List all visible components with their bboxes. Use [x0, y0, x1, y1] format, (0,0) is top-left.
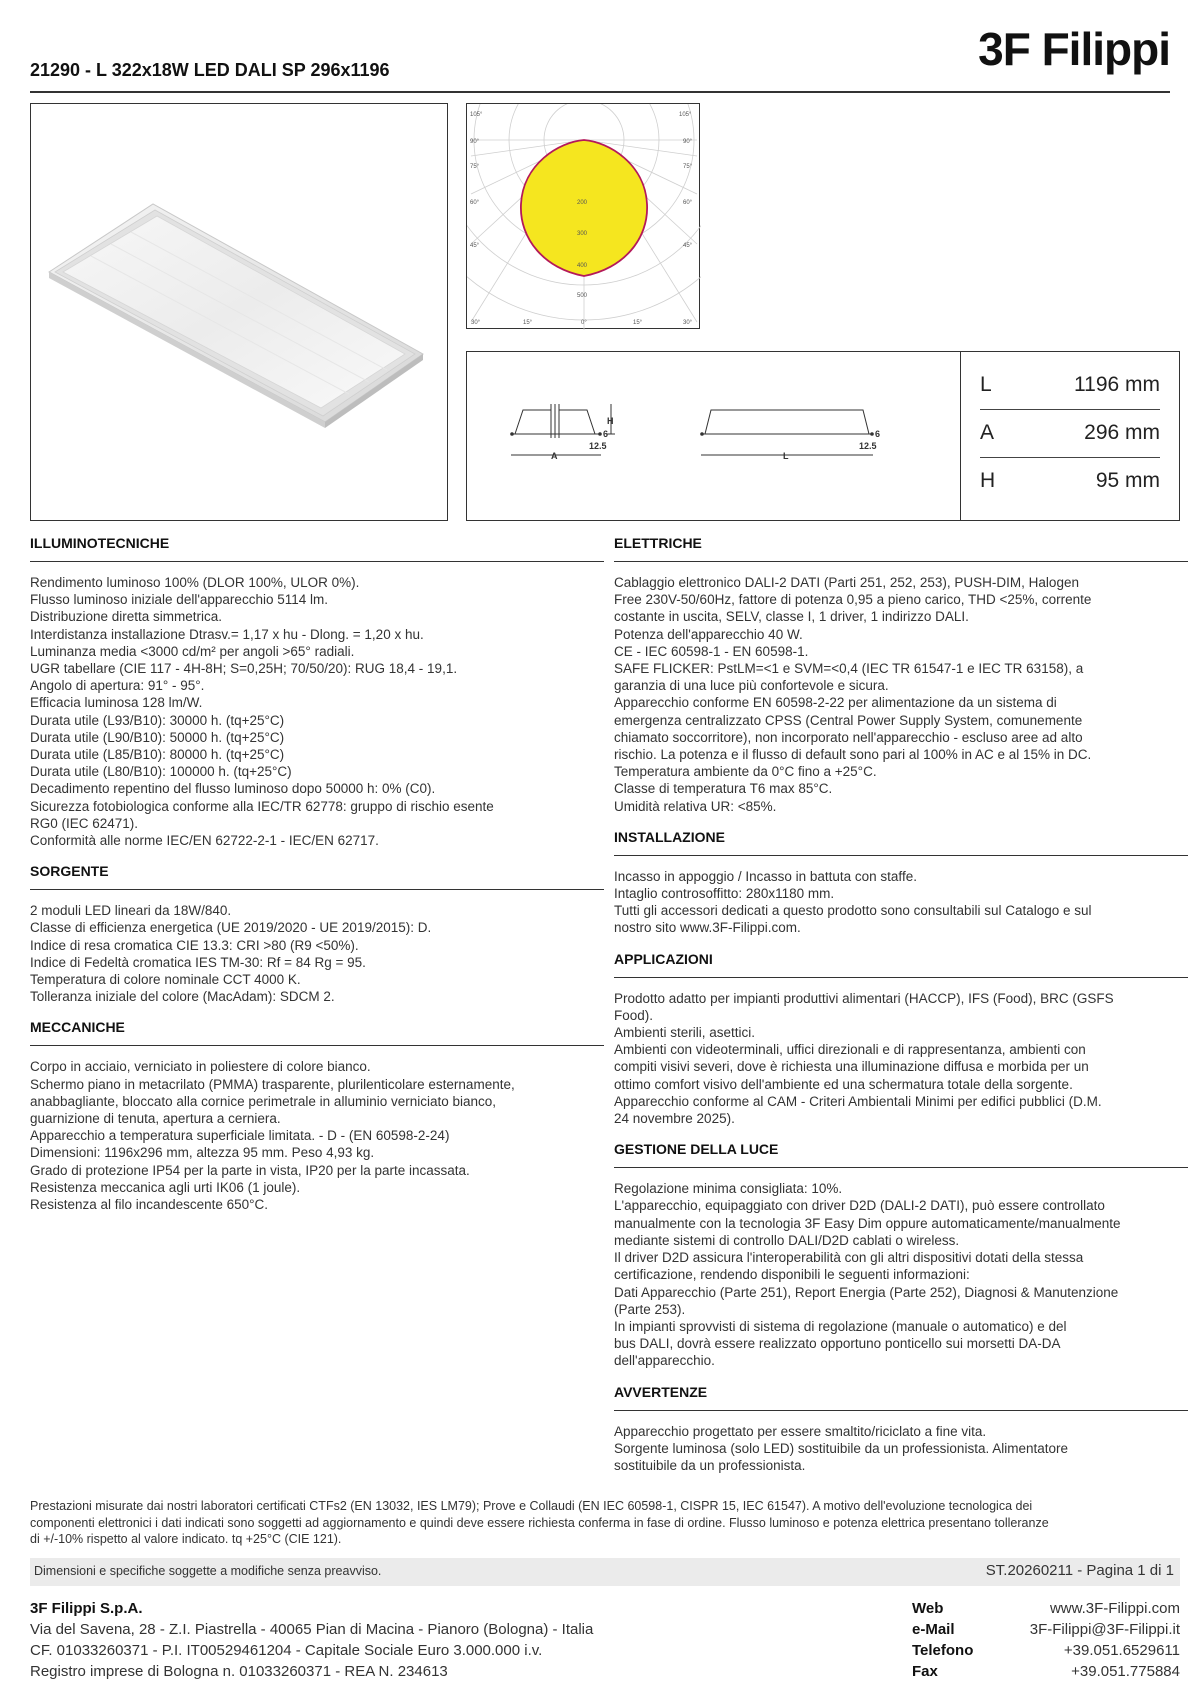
spec-line: In impianti sprovvisti di sistema di regolazione (manuale o automatico) e del: [614, 1318, 1067, 1334]
email-link[interactable]: 3F-Filippi@3F-Filippi.it: [1029, 1621, 1180, 1638]
polar-curve: [521, 140, 647, 276]
company-address: Via del Savena, 28 - Z.I. Piastrella - 40065 Pian di Macina - Pianoro (Bologna) - Italia: [30, 1621, 594, 1638]
section-body: [30, 902, 604, 1005]
section-heading: GESTIONE DELLA LUCE: [614, 1141, 779, 1158]
spec-line: Durata utile (L80/B10): 100000 h. (tq+25°C): [30, 764, 292, 780]
contact-row-email: [912, 1619, 1180, 1640]
spec-line: anabbagliante, bloccato alla cornice perimetrale in alluminio verniciato bianco,: [30, 1093, 497, 1109]
spec-line: Ambienti sterili, asettici.: [614, 1025, 756, 1041]
polar-radial-label: 400: [577, 263, 588, 269]
spec-line: dell'apparecchio.: [614, 1353, 715, 1369]
section-heading: AVVERTENZE: [614, 1383, 708, 1400]
spec-line: Durata utile (L90/B10): 50000 h. (tq+25°C): [30, 729, 285, 745]
footnote: [30, 1498, 1170, 1548]
polar-label-right: 60°: [683, 200, 693, 206]
dimension-value: 296 mm: [1084, 421, 1160, 444]
drawing-label-12-5: 12.5: [589, 441, 607, 451]
spec-line: Incasso in appoggio / Incasso in battuta con staffe.: [614, 868, 917, 884]
spec-line: Apparecchio conforme EN 60598-2-22 per alimentazione da un sistema di: [614, 695, 1057, 711]
polar-label-left: 75°: [470, 164, 480, 170]
company-name: 3F Filippi S.p.A.: [30, 1600, 143, 1617]
technical-drawing: [467, 352, 961, 522]
spec-line: Cablaggio elettronico DALI-2 DATI (Parti 251, 252, 253), PUSH-DIM, Halogen: [614, 575, 1079, 590]
spec-line: Regolazione minima consigliata: 10%.: [614, 1181, 843, 1197]
polar-label-right: 45°: [683, 243, 693, 249]
dimension-key: L: [980, 373, 992, 396]
spec-line: Il driver D2D assicura l'interoperabilità con gli altri dispositivi dotati della stessa: [614, 1250, 1084, 1266]
disclaimer-text: Dimensioni e specifiche soggette a modifiche senza preavviso.: [34, 1564, 382, 1578]
polar-label-105-left: 105°: [470, 112, 483, 118]
polar-label-left: 60°: [470, 200, 480, 206]
spec-line: certificazione, rendendo disponibili le seguenti informazioni:: [614, 1267, 970, 1283]
web-link[interactable]: www.3F-Filippi.com: [1049, 1600, 1180, 1617]
spec-line: Rendimento luminoso 100% (DLOR 100%, ULOR 0%).: [30, 575, 360, 590]
spec-line: RG0 (IEC 62471).: [30, 815, 139, 831]
product-image: [30, 103, 448, 521]
spec-line: Dati Apparecchio (Parte 251), Report Energia (Parte 252), Diagnosi & Manutenzione: [614, 1284, 1119, 1300]
polar-label-bottom: 30°: [683, 320, 693, 326]
drawing-label-l: L: [783, 451, 789, 461]
company-info: [30, 1598, 730, 1682]
section-heading: MECCANICHE: [30, 1019, 125, 1036]
left-column: [30, 535, 604, 1227]
spec-line: Interdistanza installazione Dtrasv.= 1,17 x hu - Dlong. = 1,20 x hu.: [30, 626, 424, 642]
spec-line: Indice di resa cromatica CIE 13.3: CRI >80 (R9 <50%).: [30, 937, 359, 953]
spec-line: CE - IEC 60598-1 - EN 60598-1.: [614, 643, 809, 659]
spec-line: (Parte 253).: [614, 1301, 686, 1317]
contact-row-phone: [912, 1640, 1180, 1661]
spec-line: compiti visivi severi, dove è richiesta una illuminazione diffusa e morbida per un: [614, 1059, 1089, 1075]
section-divider: [614, 855, 1188, 856]
polar-chart: [467, 104, 701, 330]
section-divider: [614, 1167, 1188, 1168]
disclaimer-bar: [30, 1558, 1180, 1586]
spec-line: Durata utile (L85/B10): 80000 h. (tq+25°C): [30, 747, 285, 763]
spec-line: Food).: [614, 1007, 654, 1023]
contact-key: Telefono: [912, 1642, 974, 1659]
spec-line: Efficacia luminosa 128 lm/W.: [30, 695, 203, 711]
spec-line: Prodotto adatto per impianti produttivi alimentari (HACCP), IFS (Food), BRC (GSFS: [614, 990, 1114, 1006]
drawing-label-a: A: [551, 451, 558, 461]
spec-line: L'apparecchio, equipaggiato con driver D2D (DALI-2 DATI), può essere controllato: [614, 1198, 1105, 1214]
polar-radial-label: 200: [577, 200, 588, 206]
spec-line: Dimensioni: 1196x296 mm, altezza 95 mm. Peso 4,93 kg.: [30, 1145, 375, 1161]
spec-line: SAFE FLICKER: PstLM=<1 e SVM=<0,4 (IEC TR 61547-1 e IEC TR 63158), a: [614, 661, 1084, 677]
dimension-key: A: [980, 421, 995, 444]
spec-line: emergenza centralizzato CPSS (Central Power Supply System, comunemente: [614, 712, 1083, 728]
spec-line: 24 novembre 2025).: [614, 1111, 735, 1127]
contact-key: Fax: [912, 1663, 938, 1680]
spec-line: nostro sito www.3F-Filippi.com.: [614, 920, 801, 936]
spec-line: Ambienti con videoterminali, uffici direzionali e di rappresentanza, ambienti con: [614, 1042, 1086, 1058]
polar-label-bottom: 15°: [523, 320, 533, 326]
polar-radial-label: 500: [577, 293, 588, 299]
company-registry: Registro imprese di Bologna n. 01033260371 - REA N. 234613: [30, 1663, 448, 1680]
dimension-separator: [980, 409, 1160, 410]
spec-line: Tolleranza iniziale del colore (MacAdam): SDCM 2.: [30, 989, 335, 1005]
footnote-line: di +/-10% rispetto al valore indicato. tq +25°C (CIE 121).: [30, 1532, 342, 1546]
spec-line: bus DALI, dovrà essere realizzato opportuno ponticello sui morsetti DA-DA: [614, 1336, 1061, 1352]
section-body: [30, 574, 604, 849]
contact-key: Web: [912, 1600, 944, 1617]
drawing-label-h: H: [607, 416, 614, 426]
dimension-value: 95 mm: [1095, 469, 1160, 492]
section-body: [614, 990, 1188, 1128]
phone-number: +39.051.6529611: [1063, 1642, 1180, 1659]
drawing-label-6: 6: [603, 429, 609, 439]
luminaire-illustration: [31, 104, 448, 521]
spec-line: Free 230V-50/60Hz, fattore di potenza 0,95 a pieno carico, THD <25%, corrente: [614, 592, 1092, 608]
brand-logo: 3F Filippi: [978, 23, 1170, 75]
spec-line: costante in uscita, SELV, classe I, 1 driver, 1 indirizzo DALI.: [614, 609, 969, 625]
spec-line: 2 moduli LED lineari da 18W/840.: [30, 903, 232, 919]
spec-line: Temperatura di colore nominale CCT 4000 K.: [30, 972, 301, 988]
spec-line: Apparecchio a temperatura superficiale limitata. - D - (EN 60598-2-24): [30, 1128, 450, 1144]
spec-line: Indice di Fedeltà cromatica IES TM-30: Rf = 84 Rg = 95.: [30, 954, 366, 970]
section-divider: [30, 1045, 604, 1046]
spec-line: Classe di temperatura T6 max 85°C.: [614, 781, 833, 797]
spec-line: guarnizione di tenuta, apertura a cerniera.: [30, 1111, 281, 1127]
spec-line: Resistenza meccanica agli urti IK06 (1 joule).: [30, 1179, 301, 1195]
section-divider: [614, 977, 1188, 978]
section-heading: SORGENTE: [30, 863, 109, 880]
section-heading: ELETTRICHE: [614, 535, 702, 551]
spec-line: garanzia di una luce più confortevole e sicura.: [614, 678, 889, 694]
section-body: [614, 1423, 1188, 1475]
polar-label-bottom: 0°: [581, 320, 587, 326]
spec-line: Sorgente luminosa (solo LED) sostituibile da un professionista. Alimentatore: [614, 1440, 1068, 1456]
spec-line: Resistenza al filo incandescente 650°C.: [30, 1197, 269, 1213]
drawing-label-12-5: 12.5: [859, 441, 877, 451]
spec-line: Apparecchio conforme al CAM - Criteri Ambientali Minimi per edifici pubblici (D.M.: [614, 1093, 1102, 1109]
section-divider: [30, 889, 604, 890]
section-divider: [614, 561, 1188, 562]
spec-line: Apparecchio progettato per essere smaltito/riciclato a fine vita.: [614, 1423, 987, 1439]
section-heading: ILLUMINOTECNICHE: [30, 535, 170, 551]
footnote-line: componenti elettronici i dati indicati sono soggetti ad aggiornamento e quindi deve essere richiesta conferma in fase di ordine. Flusso luminoso e potenza elettrica presentano tolleranze: [30, 1515, 1049, 1530]
spec-line: Classe di efficienza energetica (UE 2019/2020 - UE 2019/2015): D.: [30, 920, 432, 936]
dimension-value: 1196 mm: [1074, 373, 1160, 396]
spec-line: Durata utile (L93/B10): 30000 h. (tq+25°C): [30, 712, 285, 728]
polar-label-left: 90°: [470, 139, 480, 145]
contact-row-fax: [912, 1661, 1180, 1682]
contact-key: e-Mail: [912, 1621, 955, 1638]
polar-radial-label: 300: [577, 231, 588, 237]
spec-line: Grado di protezione IP54 per la parte in vista, IP20 per la parte incassata.: [30, 1162, 470, 1178]
spec-line: manualmente con la tecnologia 3F Easy Dim oppure automaticamente/manualmente: [614, 1215, 1121, 1231]
drawing-label-6: 6: [875, 429, 881, 439]
section-divider: [614, 1410, 1188, 1411]
contact-row-web: [912, 1598, 1180, 1619]
spec-line: Tutti gli accessori dedicati a questo prodotto sono consultabili sul Catalogo e sul: [614, 903, 1092, 919]
spec-line: Flusso luminoso iniziale dell'apparecchio 5114 lm.: [30, 592, 328, 608]
header-divider: [30, 91, 1170, 93]
spec-line: sostituibile da un professionista.: [614, 1457, 806, 1473]
polar-label-105-right: 105°: [679, 112, 692, 118]
section-body: [614, 574, 1188, 815]
polar-label-left: 45°: [470, 243, 480, 249]
spec-line: Intaglio controsoffitto: 280x1180 mm.: [614, 886, 835, 902]
spec-line: Conformità alle norme IEC/EN 62722-2-1 - IEC/EN 62717.: [30, 833, 379, 849]
polar-label-right: 90°: [683, 139, 693, 145]
fax-number: +39.051.775884: [1071, 1663, 1180, 1680]
spec-line: Temperatura ambiente da 0°C fino a +25°C.: [614, 764, 877, 780]
spec-line: mediante sistemi di controllo DALI/D2D cablati o wireless.: [614, 1232, 960, 1248]
section-body: [614, 868, 1188, 937]
spec-line: Distribuzione diretta simmetrica.: [30, 609, 223, 625]
document-code: ST.20260211 - Pagina 1 di 1: [985, 1562, 1174, 1579]
spec-line: chiamato soccorritore), non incorporato nell'apparecchio - escluso aree ad alto: [614, 729, 1083, 745]
footnote-line: Prestazioni misurate dai nostri laboratori certificati CTFs2 (EN 13032, IES LM79); Prove e Collaudi (EN IEC 60598-1, CISPR 15, IEC 61547). A motivo dell'evoluzione tecnologica dei: [30, 1499, 1033, 1513]
section-heading: APPLICAZIONI: [614, 950, 713, 967]
spec-line: Umidità relativa UR: <85%.: [614, 798, 777, 814]
spec-line: Potenza dell'apparecchio 40 W.: [614, 626, 803, 642]
spec-line: Corpo in acciaio, verniciato in poliestere di colore bianco.: [30, 1059, 371, 1075]
polar-label-bottom: 15°: [633, 320, 643, 326]
section-body: [614, 1180, 1188, 1369]
section-divider: [30, 561, 604, 562]
dimension-row-length: [980, 373, 1160, 403]
spec-line: rischio. La potenza e il flusso di default sono pari al 100% in AC e al 15% in DC.: [614, 747, 1092, 763]
spec-line: Sicurezza fotobiologica conforme alla IEC/TR 62778: gruppo di rischio esente: [30, 798, 494, 814]
contacts: [912, 1598, 1180, 1682]
company-fiscal: CF. 01033260371 - P.I. IT00529461204 - Capitale Sociale Euro 3.000.000 i.v.: [30, 1642, 543, 1659]
spec-line: Schermo piano in metacrilato (PMMA) trasparente, plurilenticolare esternamente,: [30, 1076, 515, 1092]
dimension-row-height: [980, 469, 1160, 499]
section-heading: INSTALLAZIONE: [614, 828, 725, 845]
polar-label-right: 75°: [683, 164, 693, 170]
right-column: [614, 535, 1188, 1488]
spec-line: ottimo comfort visivo dell'ambiente ed una schermatura totale della sorgente.: [614, 1076, 1073, 1092]
dimension-row-width: [980, 421, 1160, 451]
spec-line: Luminanza media <3000 cd/m² per angoli >65° radiali.: [30, 643, 355, 659]
page-title: 21290 - L 322x18W LED DALI SP 296x1196: [30, 60, 390, 80]
section-body: [30, 1058, 604, 1213]
spec-line: UGR tabellare (CIE 117 - 4H-8H; S=0,25H; 70/50/20): RUG 18,4 - 19,1.: [30, 661, 458, 677]
dimension-separator: [980, 457, 1160, 458]
dimension-key: H: [980, 469, 996, 492]
polar-label-bottom: 30°: [471, 320, 481, 326]
dimensions-divider: [960, 351, 961, 521]
polar-diagram: [466, 103, 700, 329]
spec-line: Decadimento repentino del flusso luminoso dopo 50000 h: 0% (C0).: [30, 781, 436, 797]
spec-line: Angolo di apertura: 91° - 95°.: [30, 678, 205, 694]
